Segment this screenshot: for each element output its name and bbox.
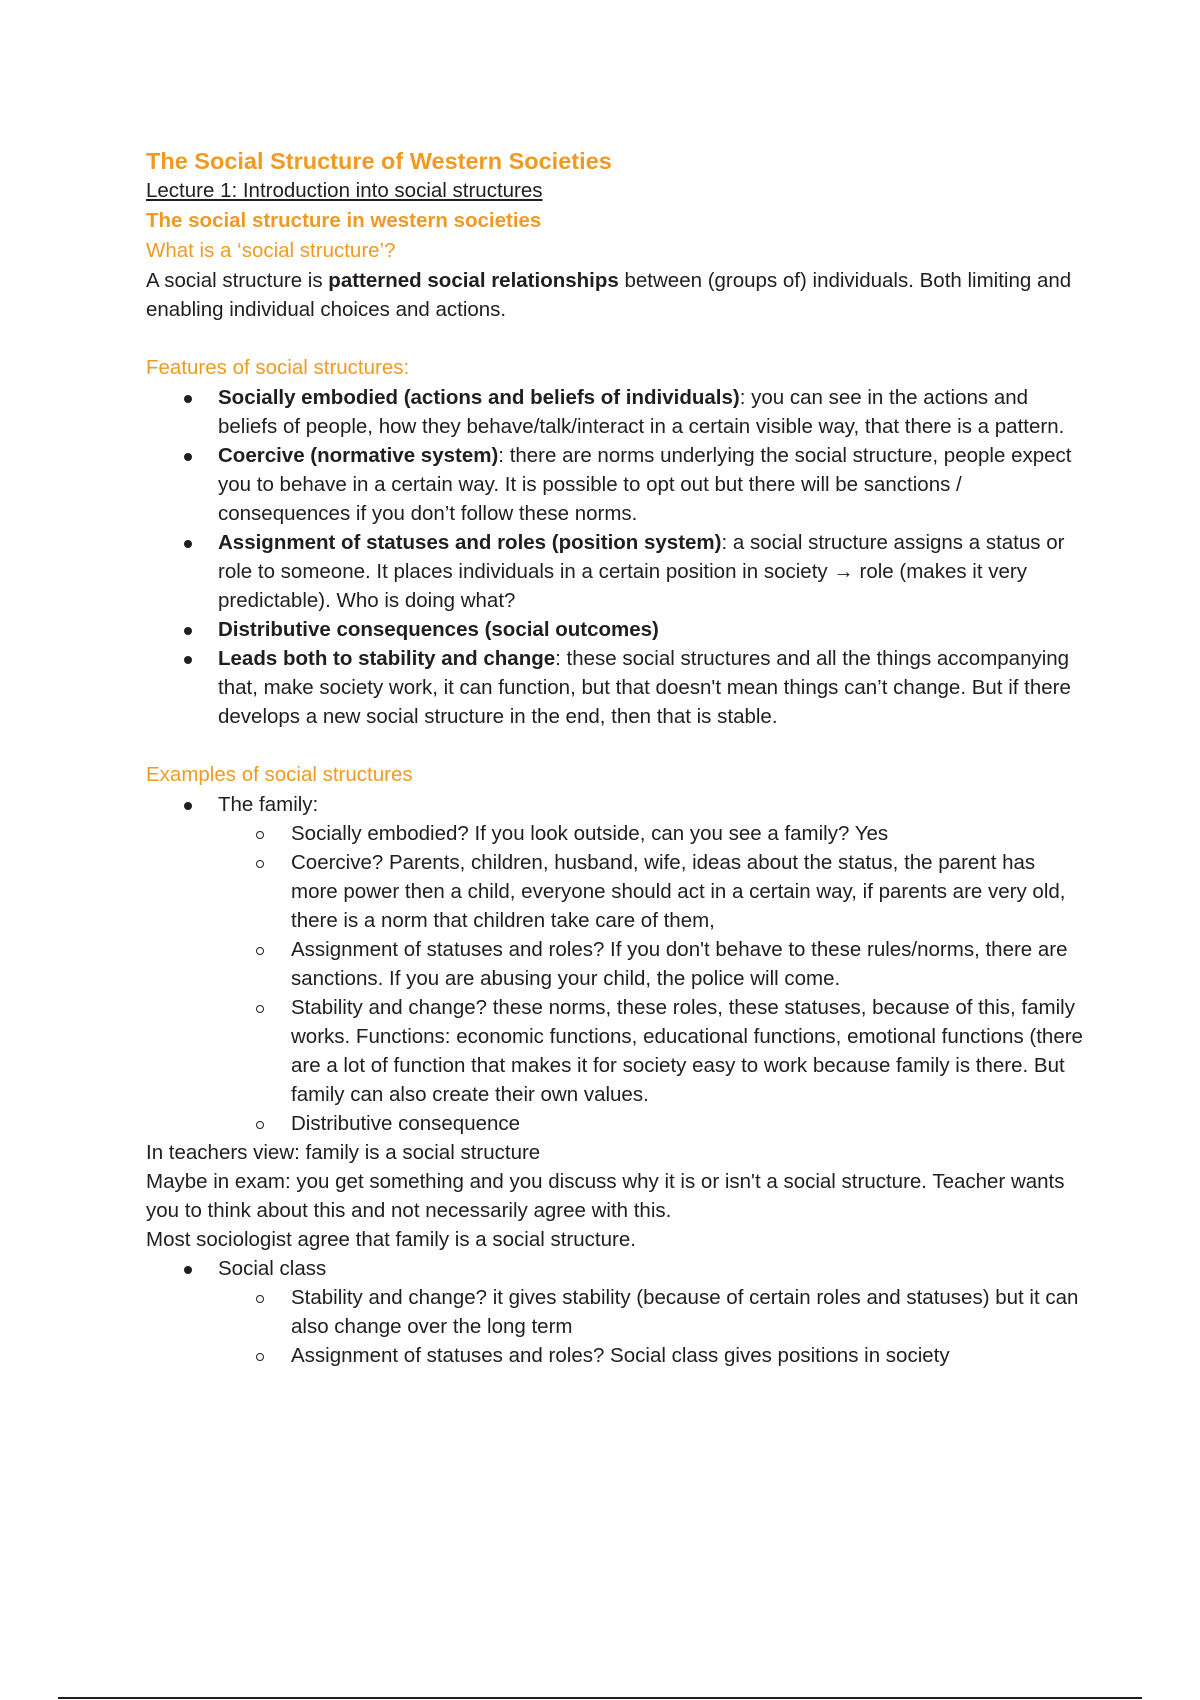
- sub-list-item: Socially embodied? If you look outside, can you see a family? Yes: [146, 819, 1086, 848]
- section-heading: The social structure in western societies: [146, 209, 542, 232]
- sub-list-item: Assignment of statuses and roles? Social class gives positions in society: [146, 1341, 1086, 1370]
- definition-lead: A social structure is: [146, 269, 329, 292]
- list-item: [146, 644, 1086, 731]
- family-sublist: [146, 819, 1086, 1138]
- sub-list-item: Distributive consequence: [146, 1109, 1086, 1138]
- teacher-view-note: In teachers view: family is a social structure: [146, 1141, 541, 1164]
- sub-list-item: Assignment of statuses and roles? If you don't behave to these rules/norms, there are sanctions. If you are abusing your child, the police will come.: [146, 935, 1086, 993]
- definition-paragraph: [146, 266, 1086, 324]
- list-item: The family:: [146, 790, 1086, 819]
- definition-key-term: patterned social relationships: [328, 269, 619, 292]
- feature-text: : you can see in the actions and beliefs of people, how they behave/talk/interact in a certain visible way, that there is a pattern.: [218, 386, 1065, 438]
- list-item: [146, 528, 1086, 615]
- feature-term: Assignment of statuses and roles (position system): [218, 531, 722, 554]
- social-class-list: [146, 1254, 1086, 1283]
- sociologist-note: Most sociologist agree that family is a social structure.: [146, 1228, 636, 1251]
- list-item: [146, 383, 1086, 441]
- sub-list-item: Stability and change? it gives stability (because of certain roles and statuses) but it can also change over the long term: [146, 1283, 1086, 1341]
- page-divider: [58, 1697, 1142, 1699]
- examples-list: [146, 790, 1086, 819]
- list-item: Social class: [146, 1254, 1086, 1283]
- question-heading: What is a ‘social structure’?: [146, 239, 396, 262]
- feature-text: : these social structures and all the things accompanying that, make society work, it can function, but that doesn't mean things can’t change. But if there develops a new social structure in the end, then that is stable.: [218, 647, 1071, 728]
- feature-term: Leads both to stability and change: [218, 647, 556, 670]
- feature-text: : there are norms underlying the social structure, people expect you to behave in a certain way. It is possible to opt out but there will be sanctions / consequences if you don’t follow these norms.: [218, 444, 1072, 525]
- doc-title: The Social Structure of Western Societies: [146, 148, 612, 174]
- lecture-title: Lecture 1: Introduction into social structures: [146, 179, 543, 202]
- feature-text: : a social structure assigns a status or role to someone. It places individuals in a certain position in society → role (makes it very predictable). Who is doing what?: [218, 531, 1065, 612]
- feature-term: Distributive consequences (social outcomes): [218, 618, 659, 641]
- sub-list-item: Stability and change? these norms, these roles, these statuses, because of this, family works. Functions: economic functions, educational functions, emotional functions (there are a lot of function that makes it for society easy to work because family is there. But family can also create their own values.: [146, 993, 1086, 1109]
- document-page: [146, 146, 1086, 1370]
- feature-term: Coercive (normative system): [218, 444, 499, 467]
- social-class-sublist: [146, 1283, 1086, 1370]
- sub-list-item: Coercive? Parents, children, husband, wife, ideas about the status, the parent has more power then a child, everyone should act in a certain way, if parents are very old, there is a norm that children take care of them,: [146, 848, 1086, 935]
- exam-note: Maybe in exam: you get something and you discuss why it is or isn't a social structure. Teacher wants you to think about this and not necessarily agree with this.: [146, 1170, 1065, 1222]
- definition-rest: between (groups of) individuals. Both limiting and enabling individual choices and actions.: [146, 269, 1072, 321]
- examples-heading: Examples of social structures: [146, 763, 413, 786]
- feature-term: Socially embodied (actions and beliefs of individuals): [218, 386, 740, 409]
- list-item: [146, 615, 1086, 644]
- features-heading: Features of social structures:: [146, 356, 410, 379]
- list-item: [146, 441, 1086, 528]
- features-list: [146, 383, 1086, 731]
